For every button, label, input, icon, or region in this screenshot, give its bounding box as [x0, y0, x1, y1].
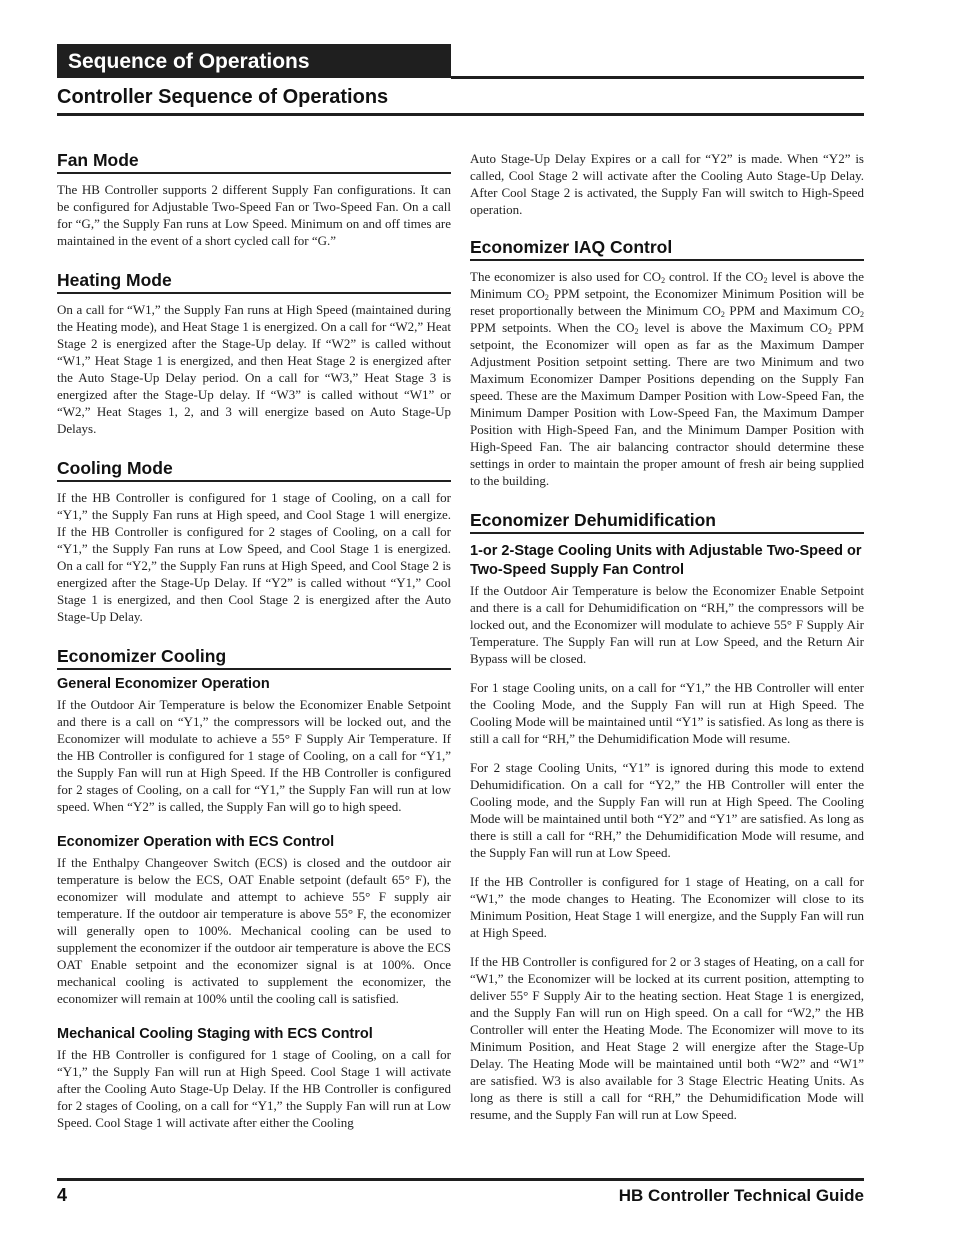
continuation-text: Auto Stage-Up Delay Expires or a call for “Y2” is made. When “Y2” is called, Cool Stage 2 will activate after the Cooling Auto Stage-Up Delay. After Cool Stage 2 is activated, the Supply Fan will switch to High-Speed operation. — [470, 151, 864, 217]
fan-mode-text: The HB Controller supports 2 different Supply Fan configurations. It can be configured for Adjustable Two-Speed Fan or Two-Speed Fan. On a call for “G,” the Supply Fan runs at Low Speed. Minimum on and off times are maintained in the event of a short cycled call for “G.” — [57, 182, 451, 248]
page-number: 4 — [57, 1185, 68, 1205]
footer-rule — [57, 1178, 864, 1181]
general-economizer-text: If the Outdoor Air Temperature is below the Economizer Enable Setpoint and there is a call on “Y1,” the compressors will be locked out, and the Economizer will modulate to achieve a 55° F Supply Air Temperature. If the HB Controller is configured for 1 stage of Cooling, on a call for “Y1,” the Supply Fan will run at High Speed. If the HB Controller is configured for 2 stages of Cooling, on a call for “Y1,” the Supply Fan will run at low speed. When “Y2” is called, the Supply Fan will go to high speed. — [57, 697, 451, 814]
right-column — [470, 150, 864, 1123]
footer-title: HB Controller Technical Guide — [618, 1186, 864, 1205]
dehumidification-heading: Economizer Dehumidification — [470, 510, 864, 534]
dehumidification-section — [470, 510, 864, 1123]
cooling-mode-text: If the HB Controller is configured for 1 stage of Cooling, on a call for “Y1,” the Supply Fan runs at High speed, and Cool Stage 1 will energize. If the HB Controller is configured for 2 stages of Cooling, on a call for “Y1,” the Supply Fan runs at Low Speed, and Cool Stage 1 is energized. On a call for “Y2,” the Supply Fan runs at High Speed, and Cool Stage 2 is energized after the Stage-Up Delay. If “Y2” is called without “Y1,” Cool Stage 1 is energized, and then Cool Stage 2 is energized after the Auto Stage-Up Delay. — [57, 490, 451, 624]
fan-mode-heading: Fan Mode — [57, 150, 451, 174]
dehumidification-text-4: If the HB Controller is configured for 1 stage of Heating, on a call for “W1,” the mode changes to Heating. The Economizer will close to its Minimum Position, Heat Stage 1 will energize, and the Supply Fan will run at High Speed. — [470, 874, 864, 940]
left-column — [57, 150, 451, 1131]
cooling-mode-heading: Cooling Mode — [57, 458, 451, 482]
mechanical-staging-text: If the HB Controller is configured for 1 stage of Cooling, on a call for “Y1,” the Supply Fan will run at High Speed. Cool Stage 1 will activate after the Cooling Auto Stage-Up Delay. If the HB Controller is configured for 2 stages of Cooling, on a call for “Y1,” the Supply Fan will run at Low Speed. Cool Stage 1 will activate after either the Cooling — [57, 1047, 451, 1130]
heating-mode-section — [57, 270, 451, 437]
iaq-text: The economizer is also used for $CO_2$ control. If the $CO_2$ level is above the Minimum $CO_2$ PPM setpoint, the Economizer Minimum Position will be reset proportionally between the Minimum $CO_2$ PPM and Maximum $CO_2$ PPM setpoints. When the $CO_2$ level is above the Maximum $CO_2$ PPM setpoint, the Economizer will open as far as the Maximum Damper Adjustment Position setpoint setting. There are two Minimum and two Maximum Economizer Damper Positions depending on the Supply Fan speed. These are the Maximum Damper Position with Low-Speed Fan, the Minimum Damper Position with Low-Speed Fan, the Maximum Damper Position with High-Speed Fan, and the Minimum Damper Position with High-Speed Fan. The air balancing contractor should determine these settings in order to maintain the proper amount of fresh air being supplied to the building. — [470, 269, 864, 488]
banner-label: Sequence of Operations — [57, 44, 451, 78]
fan-mode-section — [57, 150, 451, 249]
heating-mode-heading: Heating Mode — [57, 270, 451, 294]
iaq-section — [470, 237, 864, 489]
heating-mode-text: On a call for “W1,” the Supply Fan runs at High Speed (maintained during the Heating mode), and Heat Stage 1 is energized. On a call for “W2,” Heat Stage 2 is energized after the Stage-Up delay. If “W2” is called without “W1,” Heat Stage 1 is energized, and then Heat Stage 2 is energized after the Auto Stage-Up Delay period. On a call for “W3,” Heat Stage 3 is energized after the Stage-Up delay. If “W3” is called without “W1” or “W2,” Heat Stages 1, 2, and 3 will energize based on Auto Stage-Up Delays. — [57, 302, 451, 436]
iaq-heading: Economizer IAQ Control — [470, 237, 864, 261]
page-title: Controller Sequence of Operations — [57, 84, 864, 116]
ecs-control-text: If the Enthalpy Changeover Switch (ECS) is closed and the outdoor air temperature is below the ECS, OAT Enable setpoint (default 65° F), the economizer will modulate and attempt to achieve 55° F supply air temperature. If the outdoor air temperature is above 55° F, the economizer will generally open to 100%. Mechanical cooling can be used to supplement the economizer if the outdoor air temperature is above the ECS OAT Enable setpoint and the economizer signal is at 100%. Once mechanical cooling is activated to supplement the economizer, the economizer will remain at 100% until the cooling call is satisfied. — [57, 855, 451, 1006]
dehumidification-text-3: For 2 stage Cooling Units, “Y1” is ignored during this mode to extend Dehumidification. On a call for “Y2,” the HB Controller will enter the Cooling mode, and the Supply Fan will run at High Speed. The Cooling Mode will be maintained until both “Y2” and “Y1” are satisfied. As long as there is still a call for “RH,” the Dehumidification Mode will resume, and the Supply Fan will run at Low Speed. — [470, 760, 864, 860]
economizer-cooling-heading: Economizer Cooling — [57, 646, 451, 670]
ecs-control-subheading: Economizer Operation with ECS Control — [57, 834, 335, 850]
economizer-cooling-section — [57, 646, 451, 1131]
dehumidification-text-2: For 1 stage Cooling units, on a call for “Y1,” the HB Controller will enter the Cooling Mode, and the Supply Fan will run at High Speed. The Cooling Mode will be maintained until “Y1” is satisfied. As long as there is still a call for “RH,” the Dehumidification Mode will resume. — [470, 680, 864, 746]
dehumidification-text-1: If the Outdoor Air Temperature is below the Economizer Enable Setpoint and there is a call for Dehumidification on “RH,” the compressors will be locked out, and the Economizer will modulate to achieve 55° F Supply Air Temperature. The Supply Fan will run at Low Speed, and the Return Air Bypass will be closed. — [470, 583, 864, 666]
cooling-mode-section — [57, 458, 451, 625]
general-economizer-subheading: General Economizer Operation — [57, 676, 270, 692]
dehumidification-subheading: 1-or 2-Stage Cooling Units with Adjustable Two-Speed or Two-Speed Supply Fan Control — [470, 543, 862, 578]
section-banner — [57, 44, 864, 80]
banner-rule — [451, 76, 864, 79]
dehumidification-text-5: If the HB Controller is configured for 2 or 3 stages of Heating, on a call for “W1,” the Economizer will be locked at its current position, attempting to deliver 55° F Supply Air to the heating section. Heat Stage 1 is energized, and the Supply Fan will run on High speed. On a call for “W2,” the HB Controller will enter the Heating Mode. The Economizer will move to its Minimum Position, and Heat Stage 2 will energize after the Stage-Up Delay. The Heating Mode will be maintained until both “W2” and “W1” are satisfied. W3 is also available for 3 Stage Electric Heating Units. As long as there is still a call for “RH,” the Dehumidification Mode will resume, and the Supply Fan will run at Low Speed. — [470, 954, 864, 1122]
mechanical-staging-subheading: Mechanical Cooling Staging with ECS Control — [57, 1026, 373, 1042]
